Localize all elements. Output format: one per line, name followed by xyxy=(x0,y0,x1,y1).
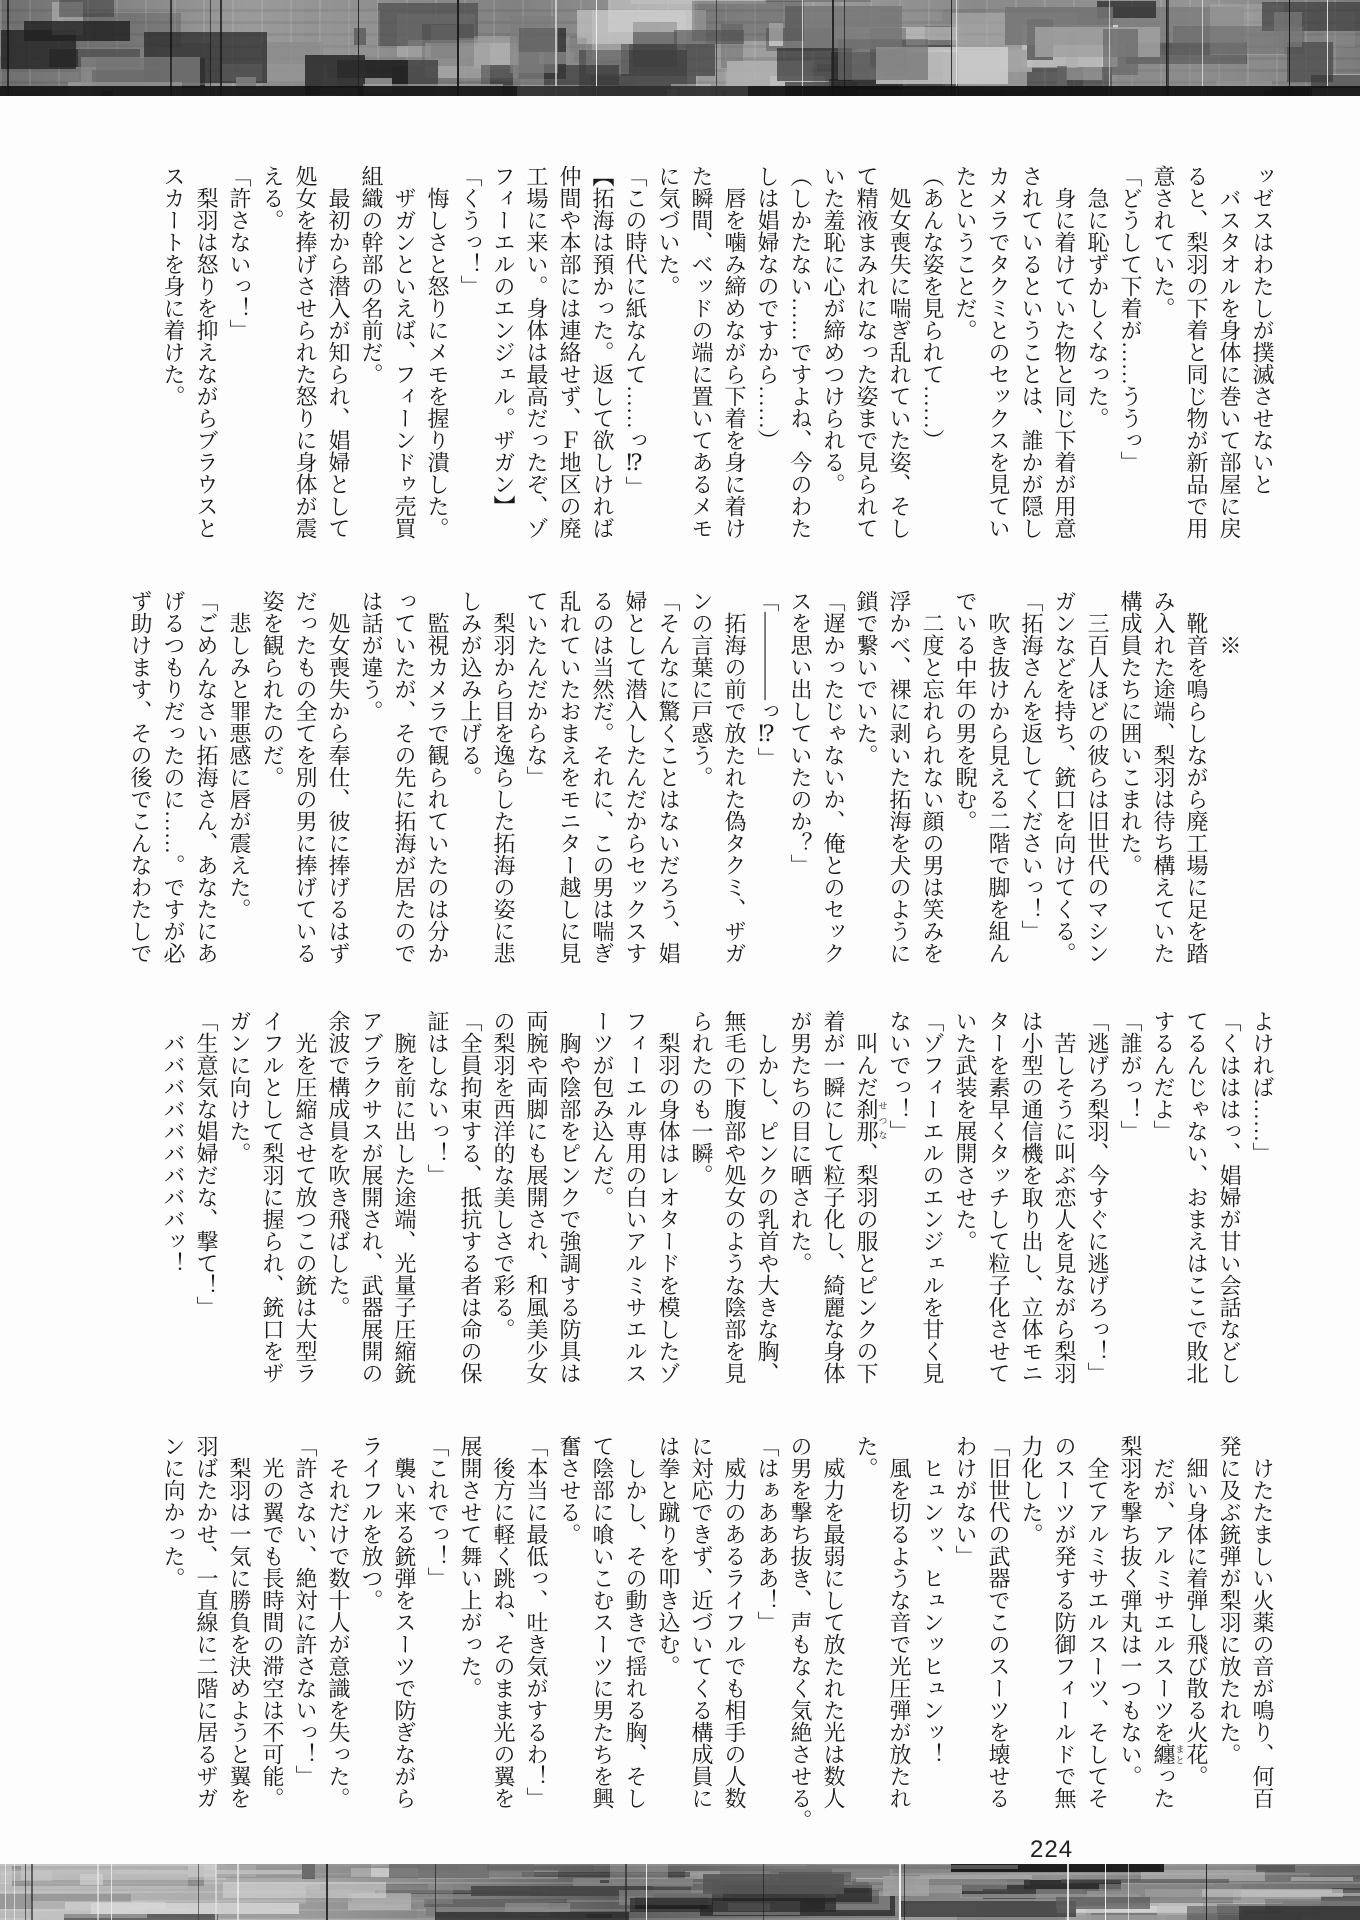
text-column: は小型の通信機を取り出し、立体モニ xyxy=(1019,1010,1044,1384)
text-column: 吹き抜けから見える二階で脚を組ん xyxy=(986,590,1011,964)
text-column: 【拓海は預かった。返して欲しければ xyxy=(590,165,615,539)
text-column: 発に及ぶ銃弾が梨羽に放たれた。 xyxy=(1217,1435,1242,1765)
text-column: 着が一瞬にして粒子化し、綺麗な身体 xyxy=(821,1010,846,1384)
text-column: スを思い出していたのか？」 xyxy=(788,590,813,876)
text-column: ンに向かった。 xyxy=(161,1435,186,1589)
text-column: しかし、その動きで揺れる胸、そし xyxy=(623,1435,648,1809)
text-column: ターを素早くタッチして粒子化させて xyxy=(986,1010,1011,1384)
text-column: しかし、ピンクの乳首や大きな胸、 xyxy=(755,1010,780,1384)
text-column: イフルとして梨羽に握られ、銃口をザ xyxy=(260,1010,285,1384)
text-column: 無毛の下腹部や処女のような陰部を見 xyxy=(722,1010,747,1384)
text-column: 監視カメラで観られていたのは分か xyxy=(425,590,450,964)
text-column: 工場に来い。身体は最高だったぞ、ゾ xyxy=(524,165,549,539)
text-column: 「許さない、絶対に許さないっ！」 xyxy=(293,1435,318,1787)
text-column: 「これでっ！」 xyxy=(425,1435,450,1589)
text-column: は拳と蹴りを叩き込む。 xyxy=(656,1435,681,1677)
text-column: されているということは、誰かが隠し xyxy=(1019,165,1044,539)
text-column: 婦として潜入したんだからセックスす xyxy=(623,590,648,964)
text-column: 「はぁああああ！」 xyxy=(755,1435,780,1633)
text-column: 「この時代に紙なんて……っ⁉」 xyxy=(623,165,648,498)
text-column: のスーツが発する防御フィールドで無 xyxy=(1052,1435,1077,1809)
text-column: 「そんなに驚くことはないだろう、娼 xyxy=(656,590,681,964)
text-column: 風を切るような音で光圧弾が放たれ xyxy=(887,1435,912,1809)
text-column: 後方に軽く跳ね、そのまま光の翼を xyxy=(491,1435,516,1809)
text-column: バババババババババッ！ xyxy=(161,1010,186,1274)
text-band-2 xyxy=(124,590,1279,995)
text-column: アブラクサスが展開され、武器展開の xyxy=(359,1010,384,1384)
text-column: に対応できず、近づいてくる構成員に xyxy=(689,1435,714,1809)
text-column: 構成員たちに囲いこまれた。 xyxy=(1118,590,1143,876)
text-column: 「本当に最低っ、吐き気がするわ！」 xyxy=(524,1435,549,1809)
text-column: 「くうっ！」 xyxy=(458,165,483,297)
text-column: するんだよ」 xyxy=(1151,1010,1176,1142)
glitch-collage-footer xyxy=(0,1864,1360,1920)
text-column: ※ xyxy=(1217,590,1242,656)
text-column: ガンに向けた。 xyxy=(227,1010,252,1164)
text-column: 証はしないっ！」 xyxy=(425,1010,450,1186)
text-column: 腕を前に出した途端、光量子圧縮銃 xyxy=(392,1010,417,1384)
text-column: の男を撃ち抜き、声もなく気絶させる。 xyxy=(788,1435,813,1831)
text-column: 「ゾフィーエルのエンジェルを甘く見 xyxy=(920,1010,945,1384)
text-column: バスタオルを身体に巻いて部屋に戻 xyxy=(1217,165,1242,539)
text-column: 鎖で繋いでいた。 xyxy=(854,590,879,766)
text-column: いた武装を展開させた。 xyxy=(953,1010,978,1252)
text-column: 「誰がっ！」 xyxy=(1118,1010,1143,1142)
text-column: 光の翼でも長時間の滞空は不可能。 xyxy=(260,1435,285,1809)
text-column: た。 xyxy=(854,1435,879,1479)
text-column: フィーエルのエンジェル。ザガン】 xyxy=(491,165,516,517)
text-column: て精液まみれになった姿まで見られて xyxy=(854,165,879,539)
text-column: 意されていた。 xyxy=(1151,165,1176,319)
text-column: ず助けます、その後でこんなわたしで xyxy=(128,590,153,964)
text-column: える。 xyxy=(260,165,285,231)
text-column: の梨羽を西洋的な美しさで彩る。 xyxy=(491,1010,516,1340)
text-column: 身に着けていた物と同じ下着が用意 xyxy=(1052,165,1077,539)
text-column: 梨羽から目を逸らした拓海の姿に悲 xyxy=(491,590,516,964)
text-column: 悲しみと罪悪感に唇が震えた。 xyxy=(227,590,252,920)
text-column: た瞬間、ベッドの端に置いてあるメモ xyxy=(689,165,714,539)
text-column: ライフルを放つ。 xyxy=(359,1435,384,1611)
text-column: 両腕や両脚にも展開され、和風美少女 xyxy=(524,1010,549,1384)
text-column: るのは当然だ。それに、この男は喘ぎ xyxy=(590,590,615,964)
text-column: 胸や陰部をピンクで強調する防具は xyxy=(557,1010,582,1384)
text-column: てるんじゃない、おまえはここで敗北 xyxy=(1184,1010,1209,1384)
text-column: フィーエル専用の白いアルミサエルス xyxy=(623,1010,648,1384)
text-column: っていたが、その先に拓海が居たので xyxy=(392,590,417,964)
text-column: 「どうして下着が……ううっ」 xyxy=(1118,165,1143,473)
text-column: 「ごめんなさい拓海さん、あなたにあ xyxy=(194,590,219,964)
text-column: は話が違う。 xyxy=(359,590,384,722)
text-column: 梨羽は怒りを抑えながらブラウスと xyxy=(194,165,219,539)
text-column: 最初から潜入が知られ、娼婦として xyxy=(326,165,351,539)
text-column: 「許さないっ！」 xyxy=(227,165,252,341)
text-column: 力化した。 xyxy=(1019,1435,1044,1545)
text-column: 叫んだ刹那せつな、梨羽の服とピンクの下 xyxy=(854,1010,888,1384)
text-column: 悔しさと怒りにメモを握り潰した。 xyxy=(425,165,450,539)
text-column: 襲い来る銃弾をスーツで防ぎながら xyxy=(392,1435,417,1809)
text-column: 梨羽を撃ち抜く弾丸は一つもない。 xyxy=(1118,1435,1143,1787)
text-column: 処女喪失に喘ぎ乱れていた姿、そし xyxy=(887,165,912,539)
text-column: み入れた途端、梨羽は待ち構えていた xyxy=(1151,590,1176,964)
text-column: 苦しそうに叫ぶ恋人を見ながら梨羽 xyxy=(1052,1010,1077,1384)
text-column: ーツが包み込んだ。 xyxy=(590,1010,615,1208)
text-column: 「――――っ⁉」 xyxy=(755,590,780,769)
text-column: よければ……」 xyxy=(1250,1010,1275,1164)
text-column: げるつもりだったのに……。ですが必 xyxy=(161,590,186,964)
text-column: （しかたない……ですよね、今のわた xyxy=(788,165,813,539)
text-column: 処女を捧げさせられた怒りに身体が震 xyxy=(293,165,318,539)
text-column: が男たちの目に晒された。 xyxy=(788,1010,813,1274)
text-column: 余波で構成員を吹き飛ばした。 xyxy=(326,1010,351,1318)
text-column: 「生意気な娼婦だな、撃て！」 xyxy=(194,1010,219,1318)
text-column: だが、アルミサエルスーツを纏まとった xyxy=(1151,1435,1185,1809)
text-column: 組織の幹部の名前だ。 xyxy=(359,165,384,385)
text-column: しは娼婦なのですから……） xyxy=(755,165,780,451)
text-column: 梨羽の身体はレオタードを模したゾ xyxy=(656,1010,681,1384)
text-column: 三百人ほどの彼らは旧世代のマシン xyxy=(1085,590,1110,964)
text-column: ヒュンッ、ヒュンッヒュンッ！ xyxy=(920,1435,945,1765)
text-column: 威力を最弱にして放たれた光は数人 xyxy=(821,1435,846,1809)
text-band-4 xyxy=(157,1435,1279,1840)
text-column: 「旧世代の武器でこのスーツを壊せる xyxy=(986,1435,1011,1809)
text-column: 二度と忘れられない顔の男は笑みを xyxy=(920,590,945,964)
text-column: たということだ。 xyxy=(953,165,978,341)
text-column: 姿を観られたのだ。 xyxy=(260,590,285,788)
text-column: 威力のあるライフルでも相手の人数 xyxy=(722,1435,747,1809)
page-number: 224 xyxy=(1030,1836,1074,1863)
text-column: それだけで数十人が意識を失った。 xyxy=(326,1435,351,1809)
text-column: 拓海の前で放たれた偽タクミ、ザガ xyxy=(722,590,747,964)
text-column: 「遅かったじゃないか、俺とのセック xyxy=(821,590,846,964)
text-column: て陰部に喰いこむスーツに男たちを興 xyxy=(590,1435,615,1809)
text-column: 仲間や本部には連絡せず、Ｆ地区の廃 xyxy=(557,165,582,539)
text-band-3 xyxy=(157,1010,1279,1415)
text-column: 唇を噛み締めながら下着を身に着け xyxy=(722,165,747,539)
text-column: 浮かべ、裸に剥いた拓海を犬のように xyxy=(887,590,912,964)
text-column: でいる中年の男を睨む。 xyxy=(953,590,978,832)
text-column: けたたましい火薬の音が鳴り、何百 xyxy=(1250,1435,1275,1809)
text-column: 乱れていたおまえをモニター越しに見 xyxy=(557,590,582,964)
text-column: 急に恥ずかしくなった。 xyxy=(1085,165,1110,429)
text-column: 光を圧縮させて放つこの銃は大型ラ xyxy=(293,1010,318,1384)
text-band-1 xyxy=(157,165,1279,570)
text-column: 梨羽は一気に勝負を決めようと翼を xyxy=(227,1435,252,1809)
text-column: わけがない」 xyxy=(953,1435,978,1567)
text-column: 「逃げろ梨羽、今すぐに逃げろっ！」 xyxy=(1085,1010,1110,1384)
text-column: 処女喪失から奉仕、彼に捧げるはず xyxy=(326,590,351,964)
text-column: られたのも一瞬。 xyxy=(689,1010,714,1186)
text-column: ると、梨羽の下着と同じ物が新品で用 xyxy=(1184,165,1209,539)
text-column: （あんな姿を見られて……） xyxy=(920,165,945,451)
text-column: ザガンといえば、フィーンドゥ売買 xyxy=(392,165,417,539)
text-column: 細い身体に着弾し飛び散る火花。 xyxy=(1184,1435,1209,1787)
text-column: 展開させて舞い上がった。 xyxy=(458,1435,483,1699)
text-column: ガンなどを持ち、銃口を向けてくる。 xyxy=(1052,590,1077,964)
glitch-collage-header xyxy=(0,0,1360,96)
text-column: 「拓海さんを返してくださいっ！」 xyxy=(1019,590,1044,942)
text-column: 「全員拘束する、抵抗する者は命の保 xyxy=(458,1010,483,1384)
text-column: スカートを身に着けた。 xyxy=(161,165,186,407)
text-column: 「くはははっ、娼婦が甘い会話などし xyxy=(1217,1010,1242,1384)
text-column: ないでっ！」 xyxy=(887,1010,912,1142)
text-column: 羽ばたかせ、一直線に二階に居るザガ xyxy=(194,1435,219,1809)
text-column: だったもの全てを別の男に捧げている xyxy=(293,590,318,964)
text-column: いた羞恥に心が締めつけられる。 xyxy=(821,165,846,495)
text-column: カメラでタクミとのセックスを見てい xyxy=(986,165,1011,539)
text-column: ンの言葉に戸惑う。 xyxy=(689,590,714,788)
text-column: 靴音を鳴らしながら廃工場に足を踏 xyxy=(1184,590,1209,964)
text-column: しみが込み上げる。 xyxy=(458,590,483,788)
text-column: に気づいた。 xyxy=(656,165,681,297)
text-column: ていたんだからな」 xyxy=(524,590,549,788)
text-column: ッゼスはわたしが撲滅させないと xyxy=(1250,165,1275,495)
text-column: 全てアルミサエルスーツ、そしてそ xyxy=(1085,1435,1110,1809)
text-column: 奮させる。 xyxy=(557,1435,582,1545)
